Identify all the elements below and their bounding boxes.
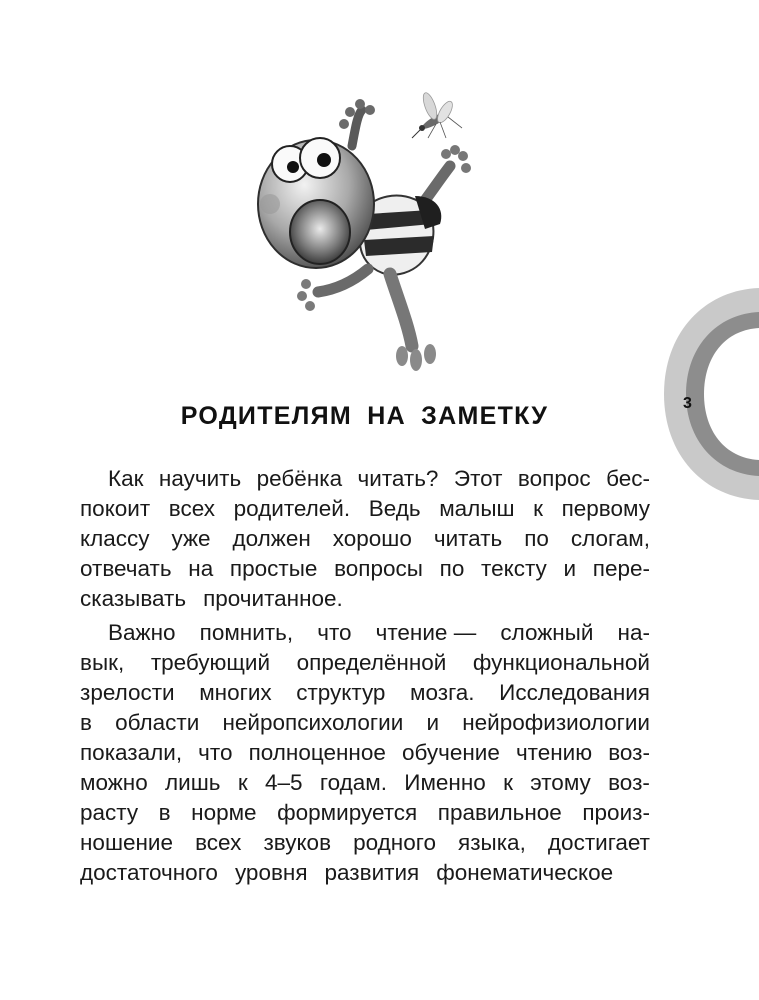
word: развития <box>324 860 420 885</box>
word: покоит <box>80 496 151 521</box>
word: читать? <box>357 466 439 491</box>
word: зрелости <box>80 680 175 705</box>
word: что <box>317 620 352 645</box>
word: ребёнка <box>256 466 343 491</box>
word: должен <box>232 526 311 551</box>
text-line <box>80 554 650 584</box>
word: ношение <box>80 830 174 855</box>
word: достигает <box>547 830 650 855</box>
word: уровня <box>234 860 308 885</box>
word: многих <box>199 680 272 705</box>
word: чтение — <box>375 620 477 645</box>
word: классу <box>80 526 150 551</box>
word: слогам, <box>570 526 650 551</box>
paragraph-2 <box>80 618 650 888</box>
word: отвечать <box>80 556 172 581</box>
word: достаточного <box>80 860 218 885</box>
mosquito-icon <box>412 91 462 138</box>
word: вык, <box>80 650 125 675</box>
word: читать <box>433 526 503 551</box>
word: на- <box>617 620 650 645</box>
word: фонематическое <box>436 860 614 885</box>
word: годам. <box>319 770 387 795</box>
word: звуков <box>263 830 332 855</box>
word: мозга. <box>410 680 475 705</box>
text-line <box>80 584 650 614</box>
word: правильное <box>437 800 562 825</box>
word: родного <box>353 830 436 855</box>
word: нейрофизиологии <box>462 710 650 735</box>
text-line <box>80 464 650 494</box>
word: области <box>115 710 200 735</box>
word: этому <box>530 770 591 795</box>
word: определённой <box>296 650 447 675</box>
word: лишь <box>165 770 221 795</box>
word: всех <box>168 496 216 521</box>
word: по <box>524 526 549 551</box>
word: сложный <box>500 620 594 645</box>
word: можно <box>80 770 148 795</box>
page-number: 3 <box>683 395 692 412</box>
section-title: РОДИТЕЛЯМ НА ЗАМЕТКУ <box>180 402 549 430</box>
frog-head <box>258 138 374 268</box>
frog-illustration <box>240 84 490 384</box>
word: языка, <box>458 830 526 855</box>
word: и <box>563 556 577 581</box>
word: вопросы <box>334 556 423 581</box>
word: произ- <box>582 800 650 825</box>
word: первому <box>561 496 650 521</box>
word: нейропсихологии <box>222 710 404 735</box>
text-line <box>80 618 650 648</box>
word: уже <box>171 526 211 551</box>
word: всех <box>195 830 242 855</box>
word: воз- <box>608 740 650 765</box>
text-line <box>80 708 650 738</box>
text-line <box>80 858 650 888</box>
word: в <box>80 710 92 735</box>
word: Именно <box>404 770 486 795</box>
word: структур <box>296 680 386 705</box>
word: пере- <box>592 556 650 581</box>
word: чтению <box>515 740 593 765</box>
text-line <box>80 738 650 768</box>
word: к <box>237 770 248 795</box>
word: родителей. <box>233 496 351 521</box>
word: по <box>439 556 465 581</box>
word: 4–5 <box>265 770 303 795</box>
word: что <box>198 740 233 765</box>
text-line <box>80 798 650 828</box>
word: на <box>188 556 214 581</box>
text-line <box>80 524 650 554</box>
word: бес- <box>606 466 650 491</box>
text-line <box>80 678 650 708</box>
word: в <box>158 800 171 825</box>
page-tab-decoration <box>664 288 759 500</box>
word: сказывать <box>80 586 187 611</box>
word: Важно <box>108 620 176 645</box>
word: Этот <box>453 466 503 491</box>
word: научить <box>158 466 242 491</box>
word: обучение <box>401 740 500 765</box>
text-line <box>80 494 650 524</box>
word: малыш <box>439 496 515 521</box>
text-line <box>80 828 650 858</box>
word: и <box>426 710 440 735</box>
word: Как <box>108 466 144 491</box>
word: хорошо <box>332 526 412 551</box>
word: тексту <box>481 556 547 581</box>
text-line <box>80 648 650 678</box>
word: норме <box>191 800 257 825</box>
word: формируется <box>277 800 418 825</box>
text-line <box>80 768 650 798</box>
word: помнить, <box>199 620 294 645</box>
word: воз- <box>608 770 650 795</box>
word: требующий <box>150 650 271 675</box>
word: полноценное <box>248 740 386 765</box>
word: Ведь <box>368 496 421 521</box>
word: вопрос <box>517 466 591 491</box>
word: показали, <box>80 740 183 765</box>
word: расту <box>80 800 139 825</box>
word: функциональной <box>472 650 650 675</box>
word: Исследования <box>499 680 650 705</box>
word: прочитанное. <box>203 586 343 611</box>
word: к <box>533 496 543 521</box>
paragraph-1 <box>80 464 650 614</box>
word: простые <box>229 556 318 581</box>
word: к <box>503 770 513 795</box>
